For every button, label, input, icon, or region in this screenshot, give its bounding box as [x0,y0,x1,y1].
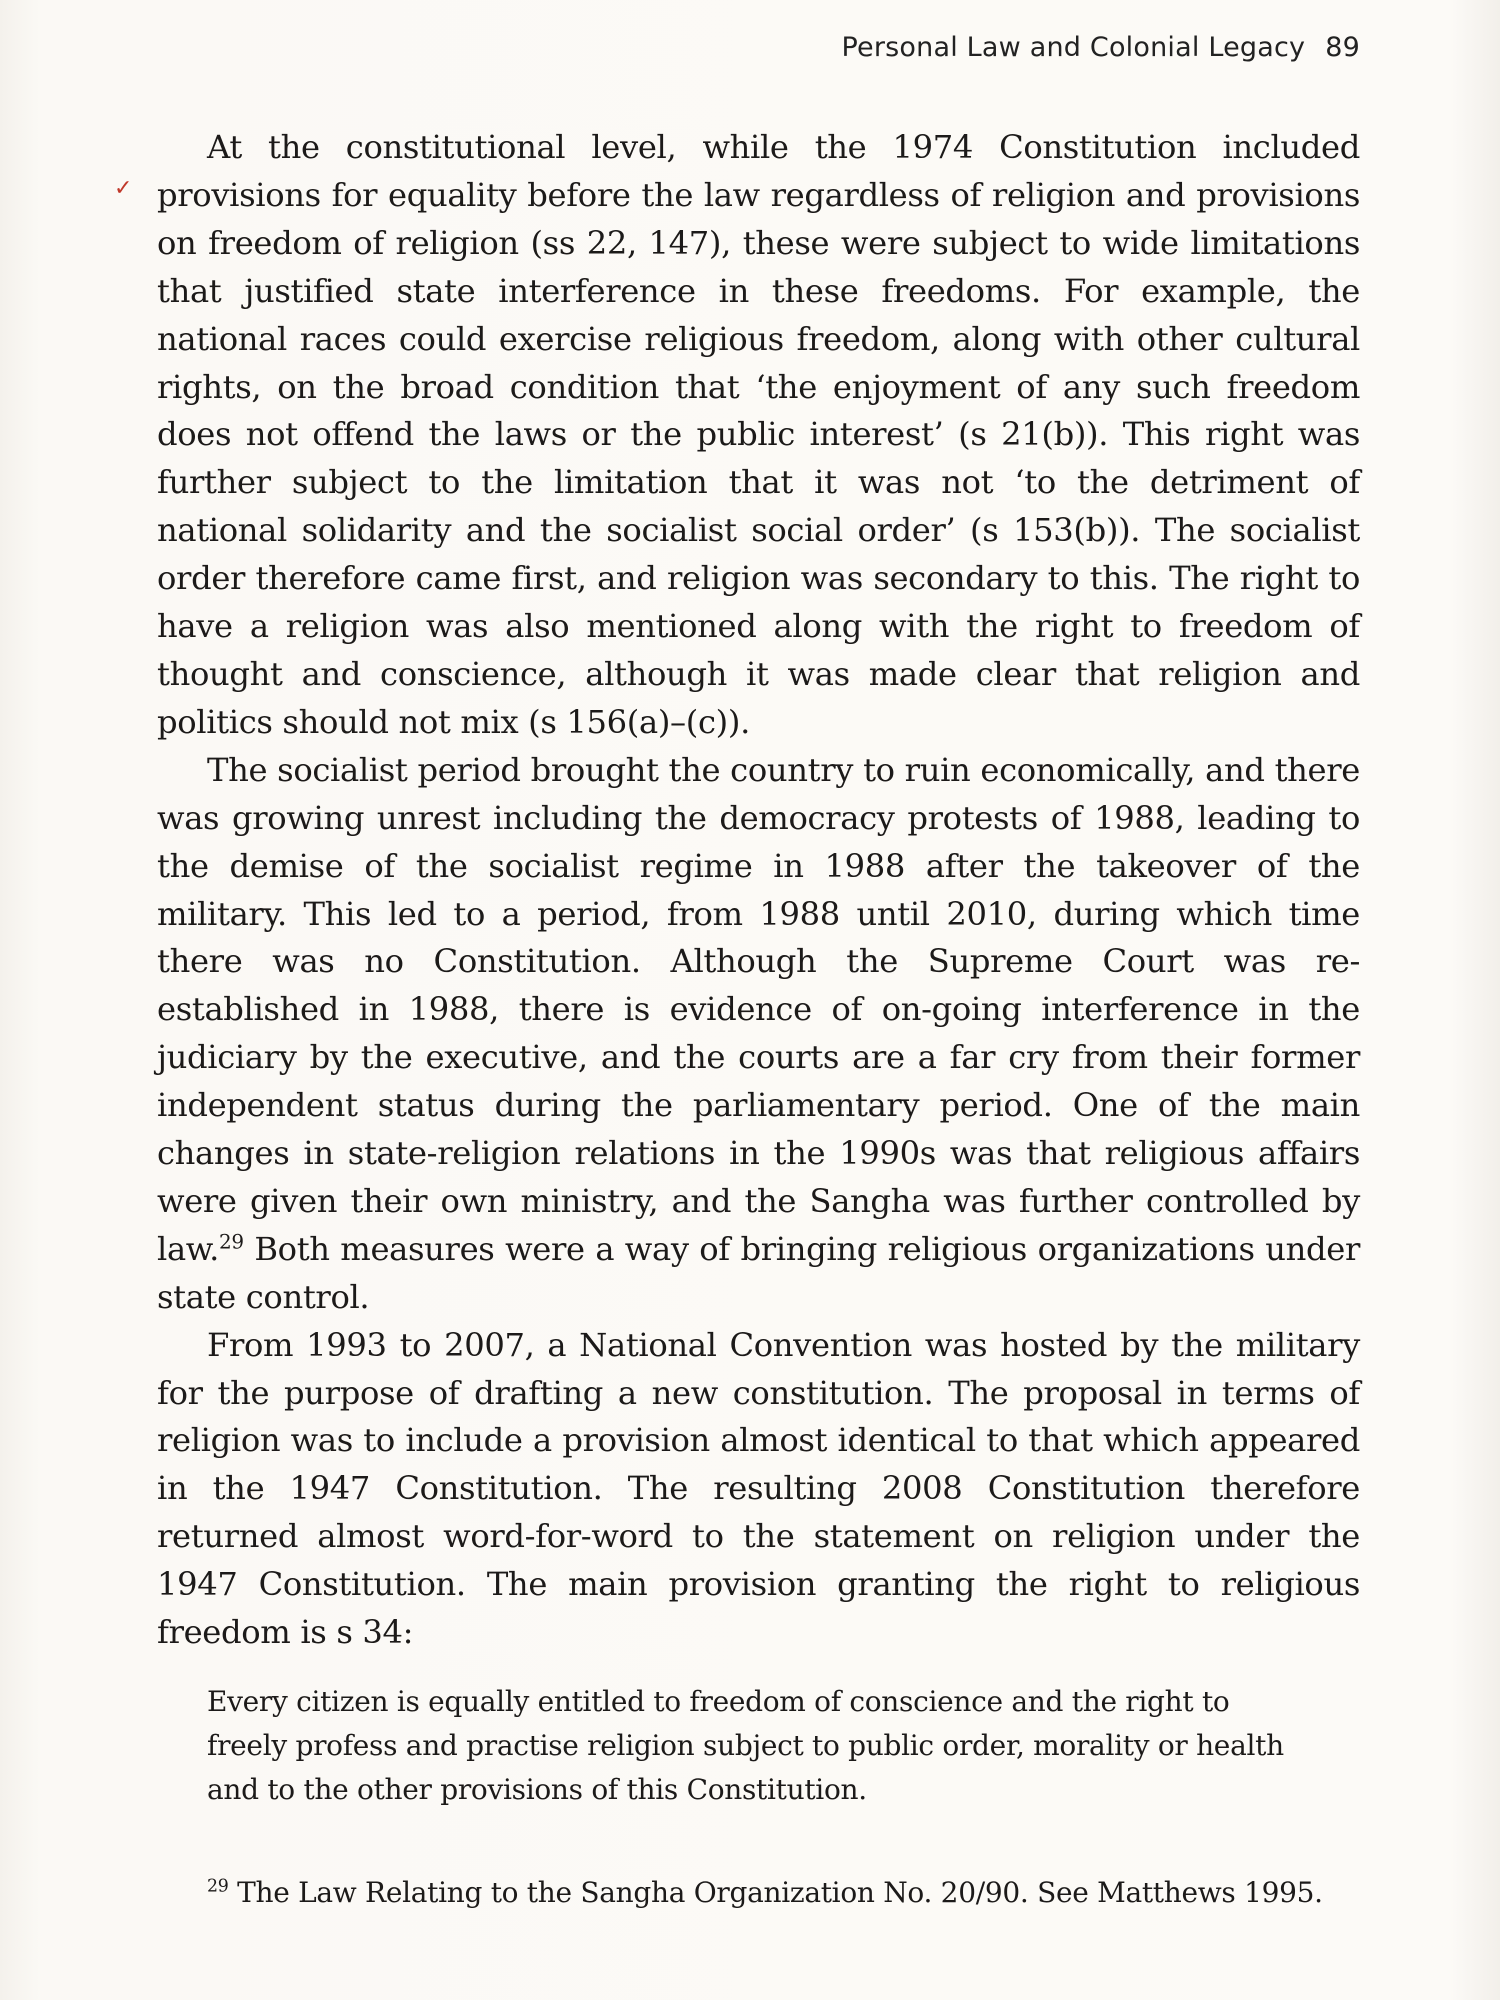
footnote-text: The Law Relating to the Sangha Organization No. 20/90. See Matthews 1995. [228,1876,1323,1909]
footnote-reference[interactable]: 29 [219,1229,244,1254]
paragraph-text: The socialist period brought the country to ruin economically, and there was growing unrest including the democracy protests of 1988, leading to the demise of the socialist regime in 1988 after the takeover of the military. This led to a period, from 1988 until 2010, during which time there was no Constitution. Although the Supreme Court was re-established in 1988, there is evidence of on-going interference in the judiciary by the executive, and the courts are a far cry from their former independent status during the parliamentary period. One of the main changes in state-religion relations in the 1990s was that religious affairs were given their own ministry, and the Sangha was further controlled by law. [157,750,1360,1268]
paragraph-socialist-period [157,747,1360,1322]
running-head [157,32,1360,63]
running-title: Personal Law and Colonial Legacy [841,32,1306,63]
block-quote: Every citizen is equally entitled to freedom of conscience and the right to freely profess and practise religion subject to public order, morality or health and to the other provisions of this Constitution. [207,1685,1284,1806]
page-number: 89 [1325,32,1360,63]
paragraph-text: Both measures were a way of bringing religious organizations under state control. [157,1229,1360,1316]
body-text [157,124,1360,1657]
paragraph-national-convention: From 1993 to 2007, a National Convention was hosted by the military for the purpose of drafting a new constitution. The proposal in terms of religion was to include a provision almost identical to that which appeared in the 1947 Constitution. The resulting 2008 Constitution therefore returned almost word-for-word to the statement on religion under the 1947 Constitution. The main provision granting the right to religious freedom is s 34: [157,1325,1360,1652]
footnote [157,1868,1360,1918]
footnote-number: 29 [207,1876,229,1897]
paragraph-constitution-1974: At the constitutional level, while the 1974 Constitution included provisions for equality before the law regardless of religion and provisions on freedom of religion (ss 22, 147), these were subject to wide limitations that justified state interference in these freedoms. For example, the national races could exercise religious freedom, along with other cultural rights, on the broad condition that ‘the enjoyment of any such freedom does not offend the laws or the public interest’ (s 21(b)). This right was further subject to the limitation that it was not ‘to the detriment of national solidarity and the socialist social order’ (s 153(b)). The socialist order therefore came first, and religion was secondary to this. The right to have a religion was also mentioned along with the right to freedom of thought and conscience, although it was made clear that religion and politics should not mix (s 156(a)–(c)). [157,128,1360,741]
margin-check-mark: ✓ [114,176,133,201]
